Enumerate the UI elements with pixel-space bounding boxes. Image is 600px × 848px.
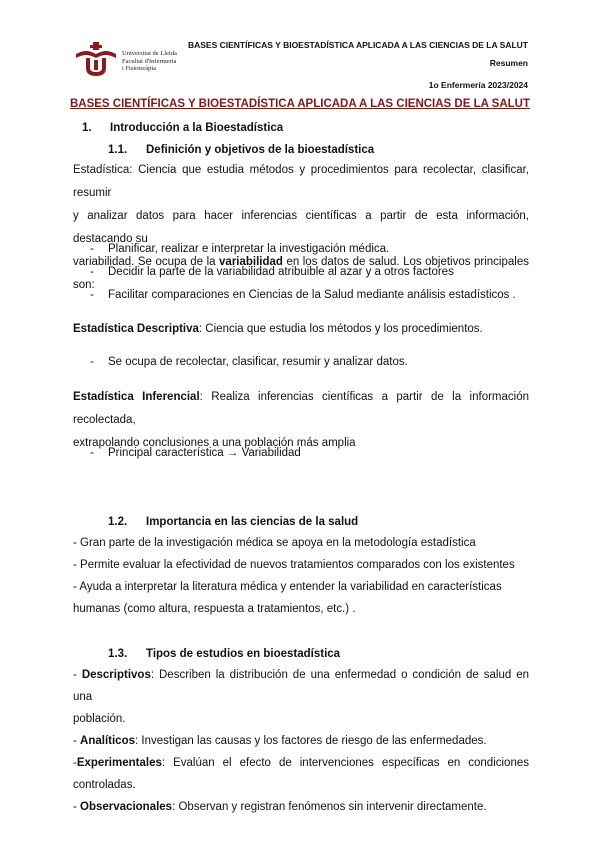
section-1-2-heading (108, 516, 358, 528)
section-1-1-title: Definición y objetivos de la bioestadística (146, 144, 375, 156)
descriptive-bullet: - Se ocupa de recolectar, clasificar, resumir y analizar datos. (90, 356, 408, 368)
section-1-heading (82, 122, 283, 134)
section-1-2-title: Importancia en las ciencias de la salud (146, 516, 359, 528)
section-1-title: Introducción a la Bioestadística (110, 122, 284, 134)
study-type-item: población. (73, 713, 126, 725)
importance-line: - Gran parte de la investigación médica se apoya en la metodología estadística (73, 537, 476, 549)
section-1-3-heading (108, 648, 340, 660)
study-type-item: - Descriptivos: Describen la distribución de una enfermedad o condición de salud en una (73, 669, 529, 703)
objective-item: - Facilitar comparaciones en Ciencias de la Salud mediante análisis estadísticos . (90, 289, 516, 301)
definition-line-3: variabilidad. Se ocupa de la variabilidad en los datos de salud. Los objetivos principales son: (73, 256, 529, 291)
header-doc-type: Resumen (489, 58, 528, 68)
section-1-1-number: 1.1. (108, 144, 128, 156)
section-1-number: 1. (82, 122, 92, 134)
objective-item: - Planificar, realizar e interpretar la investigación médica. (90, 243, 390, 255)
inferential-statistics: Estadística Inferencial: Realiza inferencias científicas a partir de la información recolectada, extrapolando conclusiones a una población más amplia (73, 391, 529, 449)
objective-item: - Decidir la parte de la variabilidad atribuible al azar y a otros factores (90, 266, 454, 278)
section-1-1-heading (108, 144, 374, 156)
university-logo (74, 40, 184, 80)
university-crest-icon (74, 40, 118, 80)
definition-line-1: Estadística: Ciencia que estudia métodos y procedimientos para recolectar, clasificar, resumir (73, 164, 529, 199)
section-1-2-number: 1.2. (108, 516, 128, 528)
document-title: BASES CIENTÍFICAS Y BIOESTADÍSTICA APLICADA A LAS CIENCIAS DE LA SALUT (69, 98, 531, 110)
study-types-list (73, 664, 529, 818)
inferential-bullet: - Principal característica → Variabilidad (90, 447, 301, 459)
importance-line: - Permite evaluar la efectividad de nuevos tratamientos comparados con los existentes (73, 559, 515, 571)
study-type-item: - Observacionales: Observan y registran fenómenos sin intervenir directamente. (73, 801, 487, 813)
inferential-label: Estadística Inferencial (73, 391, 200, 403)
section-1-3-title: Tipos de estudios en bioestadística (146, 648, 341, 660)
descriptive-label: Estadística Descriptiva (73, 323, 199, 335)
section-1-3-number: 1.3. (108, 648, 128, 660)
logo-line-2: Facultat d'Infermeria (122, 57, 177, 65)
importance-line: humanas (como altura, respuesta a tratamientos, etc.) . (73, 603, 356, 615)
study-type-item: - Analíticos: Investigan las causas y los factores de riesgo de las enfermedades. (73, 735, 487, 747)
header-year: 1o Enfermería 2023/2024 (428, 80, 528, 90)
logo-line-3: i Fisioteràpia (122, 65, 157, 72)
study-type-item: -Experimentales: Evalúan el efecto de intervenciones específicas en condiciones controladas. (73, 757, 529, 791)
importance-list (73, 532, 529, 620)
importance-line: - Ayuda a interpretar la literatura médica y entender la variabilidad en características (73, 581, 502, 593)
header-course: BASES CIENTÍFICAS Y BIOESTADÍSTICA APLICADA A LAS CIENCIAS DE LA SALUT (187, 40, 528, 50)
logo-line-1: Universitat de Lleida (122, 50, 177, 57)
descriptive-statistics: Estadística Descriptiva: Ciencia que estudia los métodos y los procedimientos. (73, 323, 483, 335)
definition-line-2: y analizar datos para hacer inferencias científicas a partir de esta información, destacando su (73, 210, 529, 245)
